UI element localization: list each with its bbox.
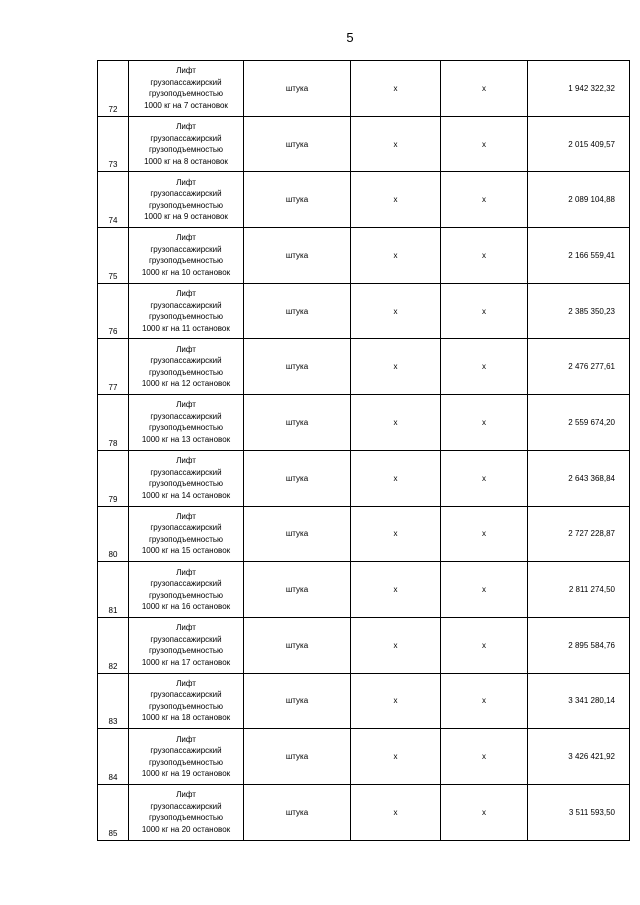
mark-cell: х xyxy=(351,729,441,785)
row-number-cell: 75 xyxy=(98,228,129,284)
item-name-cell xyxy=(129,395,244,451)
item-name-line: грузопассажирский xyxy=(150,634,222,644)
item-name-line: Лифт xyxy=(176,567,196,577)
item-name-line: грузопассажирский xyxy=(150,746,222,756)
item-name-line: грузоподъемностью xyxy=(148,367,224,377)
unit-cell: штука xyxy=(244,339,351,395)
item-name-cell xyxy=(129,61,244,117)
item-name-line: грузоподъемностью xyxy=(148,590,224,600)
mark-cell: х xyxy=(441,228,528,284)
mark-cell: х xyxy=(351,450,441,506)
table-row xyxy=(98,673,630,729)
unit-cell: штука xyxy=(244,562,351,618)
row-number-cell: 79 xyxy=(98,450,129,506)
item-name-cell xyxy=(129,729,244,785)
unit-cell: штука xyxy=(244,61,351,117)
mark-cell: х xyxy=(441,395,528,451)
item-name-line: 1000 кг на 19 остановок xyxy=(141,769,231,779)
item-name-line: грузоподъемностью xyxy=(148,145,224,155)
price-cell: 2 895 584,76 xyxy=(528,617,630,673)
mark-cell: х xyxy=(441,450,528,506)
item-name-line: 1000 кг на 7 остановок xyxy=(144,100,228,110)
row-number-cell: 83 xyxy=(98,673,129,729)
mark-cell: х xyxy=(351,562,441,618)
table-row xyxy=(98,283,630,339)
item-name-line: грузоподъемностью xyxy=(148,200,224,210)
unit-cell: штука xyxy=(244,617,351,673)
item-name-line: Лифт xyxy=(176,289,196,299)
mark-cell: х xyxy=(441,61,528,117)
item-name-cell xyxy=(129,339,244,395)
item-name-line: грузоподъемностью xyxy=(148,813,224,823)
item-name-line: Лифт xyxy=(176,66,196,76)
table-row xyxy=(98,506,630,562)
price-table xyxy=(97,60,630,841)
item-name-cell xyxy=(129,673,244,729)
price-cell: 2 643 368,84 xyxy=(528,450,630,506)
item-name-line: 1000 кг на 16 остановок xyxy=(141,602,231,612)
mark-cell: х xyxy=(351,506,441,562)
mark-cell: х xyxy=(441,673,528,729)
mark-cell: х xyxy=(351,673,441,729)
mark-cell: х xyxy=(351,617,441,673)
item-name-line: грузоподъемностью xyxy=(148,312,224,322)
price-cell: 2 015 409,57 xyxy=(528,116,630,172)
item-name-line: 1000 кг на 10 остановок xyxy=(141,267,231,277)
table-body xyxy=(98,61,630,841)
item-name-line: грузопассажирский xyxy=(150,801,222,811)
unit-cell: штука xyxy=(244,729,351,785)
price-cell: 2 385 350,23 xyxy=(528,283,630,339)
item-name-cell xyxy=(129,450,244,506)
table-row xyxy=(98,784,630,840)
item-name-cell xyxy=(129,172,244,228)
mark-cell: х xyxy=(351,784,441,840)
mark-cell: х xyxy=(441,729,528,785)
table-row xyxy=(98,395,630,451)
item-name-line: Лифт xyxy=(176,623,196,633)
item-name-line: 1000 кг на 17 остановок xyxy=(141,657,231,667)
mark-cell: х xyxy=(351,283,441,339)
table-row xyxy=(98,617,630,673)
unit-cell: штука xyxy=(244,506,351,562)
item-name-line: грузопассажирский xyxy=(150,523,222,533)
item-name-line: грузопассажирский xyxy=(150,189,222,199)
item-name-line: Лифт xyxy=(176,678,196,688)
mark-cell: х xyxy=(441,116,528,172)
item-name-line: грузопассажирский xyxy=(150,244,222,254)
item-name-line: 1000 кг на 8 остановок xyxy=(144,156,228,166)
item-name-line: грузопассажирский xyxy=(150,300,222,310)
item-name-line: грузопассажирский xyxy=(150,579,222,589)
item-name-cell xyxy=(129,283,244,339)
mark-cell: х xyxy=(351,172,441,228)
row-number-cell: 82 xyxy=(98,617,129,673)
item-name-cell xyxy=(129,228,244,284)
table-row xyxy=(98,562,630,618)
mark-cell: х xyxy=(441,784,528,840)
mark-cell: х xyxy=(351,395,441,451)
table-row xyxy=(98,61,630,117)
table-row xyxy=(98,729,630,785)
item-name-cell xyxy=(129,506,244,562)
item-name-line: грузопассажирский xyxy=(150,690,222,700)
table-row xyxy=(98,172,630,228)
mark-cell: х xyxy=(351,228,441,284)
mark-cell: х xyxy=(351,116,441,172)
mark-cell: х xyxy=(441,617,528,673)
table-row xyxy=(98,228,630,284)
row-number-cell: 73 xyxy=(98,116,129,172)
unit-cell: штука xyxy=(244,116,351,172)
item-name-line: Лифт xyxy=(176,122,196,132)
row-number-cell: 76 xyxy=(98,283,129,339)
unit-cell: штука xyxy=(244,784,351,840)
item-name-line: Лифт xyxy=(176,177,196,187)
item-name-line: Лифт xyxy=(176,344,196,354)
item-name-line: Лифт xyxy=(176,511,196,521)
item-name-line: Лифт xyxy=(176,734,196,744)
row-number-cell: 77 xyxy=(98,339,129,395)
row-number-cell: 84 xyxy=(98,729,129,785)
row-number-cell: 78 xyxy=(98,395,129,451)
mark-cell: х xyxy=(351,339,441,395)
item-name-line: грузоподъемностью xyxy=(148,479,224,489)
item-name-cell xyxy=(129,784,244,840)
item-name-line: 1000 кг на 18 остановок xyxy=(141,713,231,723)
unit-cell: штука xyxy=(244,673,351,729)
unit-cell: штука xyxy=(244,395,351,451)
mark-cell: х xyxy=(441,506,528,562)
item-name-line: 1000 кг на 20 остановок xyxy=(141,824,231,834)
mark-cell: х xyxy=(441,339,528,395)
unit-cell: штука xyxy=(244,172,351,228)
item-name-line: грузоподъемностью xyxy=(148,534,224,544)
unit-cell: штука xyxy=(244,283,351,339)
price-cell: 2 811 274,50 xyxy=(528,562,630,618)
item-name-line: 1000 кг на 14 остановок xyxy=(141,490,231,500)
table-row xyxy=(98,450,630,506)
table-row xyxy=(98,116,630,172)
item-name-line: грузопассажирский xyxy=(150,411,222,421)
mark-cell: х xyxy=(441,283,528,339)
item-name-line: грузоподъемностью xyxy=(148,701,224,711)
row-number-cell: 74 xyxy=(98,172,129,228)
item-name-cell xyxy=(129,617,244,673)
item-name-line: грузоподъемностью xyxy=(148,423,224,433)
row-number-cell: 72 xyxy=(98,61,129,117)
mark-cell: х xyxy=(441,562,528,618)
item-name-line: Лифт xyxy=(176,233,196,243)
item-name-line: грузоподъемностью xyxy=(148,256,224,266)
price-cell: 3 511 593,50 xyxy=(528,784,630,840)
unit-cell: штука xyxy=(244,228,351,284)
table-row xyxy=(98,339,630,395)
mark-cell: х xyxy=(441,172,528,228)
item-name-line: грузоподъемностью xyxy=(148,646,224,656)
item-name-line: 1000 кг на 11 остановок xyxy=(142,323,230,333)
item-name-cell xyxy=(129,562,244,618)
item-name-line: грузопассажирский xyxy=(150,77,222,87)
mark-cell: х xyxy=(351,61,441,117)
item-name-line: грузоподъемностью xyxy=(148,89,224,99)
item-name-line: грузопассажирский xyxy=(150,133,222,143)
price-cell: 3 341 280,14 xyxy=(528,673,630,729)
price-cell: 1 942 322,32 xyxy=(528,61,630,117)
row-number-cell: 85 xyxy=(98,784,129,840)
price-cell: 2 166 559,41 xyxy=(528,228,630,284)
item-name-line: 1000 кг на 12 остановок xyxy=(141,379,231,389)
price-cell: 3 426 421,92 xyxy=(528,729,630,785)
item-name-line: Лифт xyxy=(176,790,196,800)
page-number: 5 xyxy=(346,30,354,45)
item-name-line: 1000 кг на 9 остановок xyxy=(144,212,228,222)
price-cell: 2 727 228,87 xyxy=(528,506,630,562)
item-name-line: грузоподъемностью xyxy=(148,757,224,767)
row-number-cell: 80 xyxy=(98,506,129,562)
item-name-line: грузопассажирский xyxy=(150,467,222,477)
item-name-line: грузопассажирский xyxy=(150,356,222,366)
item-name-cell xyxy=(129,116,244,172)
price-cell: 2 089 104,88 xyxy=(528,172,630,228)
price-cell: 2 559 674,20 xyxy=(528,395,630,451)
item-name-line: Лифт xyxy=(176,400,196,410)
price-cell: 2 476 277,61 xyxy=(528,339,630,395)
unit-cell: штука xyxy=(244,450,351,506)
item-name-line: 1000 кг на 15 остановок xyxy=(141,546,231,556)
row-number-cell: 81 xyxy=(98,562,129,618)
item-name-line: Лифт xyxy=(176,456,196,466)
item-name-line: 1000 кг на 13 остановок xyxy=(141,434,231,444)
